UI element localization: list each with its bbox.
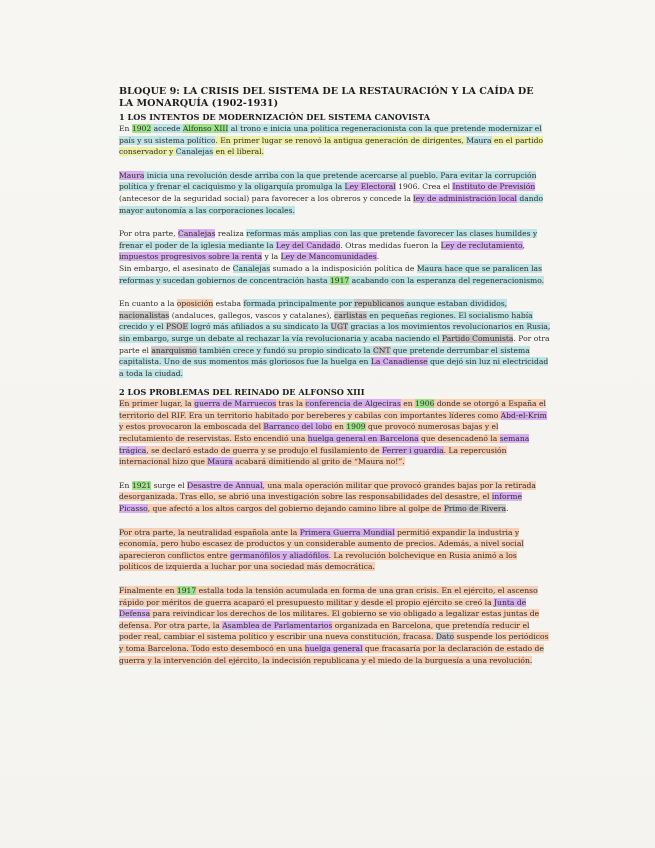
text-run: (antecesor de la seguridad social) para favorecer a los obreros y concede la	[119, 193, 414, 203]
highlighted-text: formada principalmente por	[243, 299, 355, 309]
highlighted-text: impuestos progresivos sobre la renta	[119, 252, 263, 262]
highlighted-text: Ley del Candado	[275, 240, 341, 250]
highlighted-text: que dejó sin luz ni electricidad a toda la ciudad.	[119, 357, 549, 378]
highlighted-text: acabando con la esperanza del regeneracionismo.	[349, 275, 545, 285]
highlighted-text: accede	[151, 124, 183, 133]
highlighted-text: donde se otorgó a España el territorio del RIF. Era un territorio habitado por bereberes y cabilas con importantes líderes como	[119, 399, 546, 420]
highlighted-text: Maura	[207, 457, 233, 467]
highlighted-text: estalla toda la tensión acumulada en forma de una gran crisis. En el ejército, el ascenso rápido por méritos de guerra acaparó el presupuesto militar y desde el propio ejército se creó la	[119, 586, 538, 607]
highlighted-text: dando mayor autonomía a las corporaciones locales.	[119, 193, 544, 215]
highlighted-text: en el partido conservador y	[119, 135, 544, 157]
highlighted-text: Maura	[119, 170, 145, 180]
highlighted-text: carlistas	[334, 310, 367, 320]
text-run: 1906. Crea el	[395, 182, 453, 192]
highlighted-text: organizada en Barcelona, que pretendía reducir el poder real, cambiar el sistema político y escribir una nueva constitución, fracasa.	[119, 620, 530, 642]
text-run: estaba	[213, 299, 244, 309]
paragraph	[119, 480, 551, 515]
paragraph	[119, 585, 551, 666]
highlighted-text: en	[332, 422, 347, 432]
page-title: BLOQUE 9: LA CRISIS DEL SISTEMA DE LA RESTAURACIÓN Y LA CAÍDA DE LA MONARQUÍA (1902-1931)	[119, 86, 534, 109]
highlighted-text: que fracasaría por la declaración de estado de guerra y la intervención del ejército, la indecisión republicana y el miedo de la burguesía a una revolución.	[119, 643, 544, 665]
highlighted-text: UGT	[330, 322, 349, 332]
highlighted-text: , que afectó a los altos cargos del gobierno dejando camino libre al golpe de	[147, 504, 444, 514]
paragraph	[119, 228, 551, 263]
section-2-heading: 2 LOS PROBLEMAS DEL REINADO DE ALFONSO XIII	[119, 387, 365, 398]
paragraph	[119, 123, 551, 158]
text-run: . Otras medidas fueron la	[340, 240, 441, 250]
highlighted-text: huelga general en Barcelona	[307, 434, 419, 444]
highlighted-text: hace que se paralicen las reformas y sucedan gobiernos de concentración hasta	[119, 263, 542, 285]
text-run: .	[506, 504, 509, 514]
highlighted-text: en pequeñas regiones. El socialismo había crecido y el	[119, 310, 533, 332]
paragraph	[119, 263, 551, 286]
highlighted-text: La Canadiense	[370, 357, 428, 367]
highlighted-text: germanófilos y aliadófilos	[230, 550, 329, 560]
paragraph	[119, 398, 551, 468]
highlighted-text: Alfonso XIII	[182, 124, 229, 133]
highlighted-text: permitió expandir la industria y economía, pero hubo escasez de productos y un considerable aumento de precios. Además, a nivel social aparecieron conflictos entre	[119, 527, 524, 560]
highlighted-text: republicanos	[354, 299, 405, 309]
highlighted-text: , se declaró estado de guerra y se produjo el fusilamiento de	[146, 445, 382, 455]
highlighted-text: Partido Comunista	[441, 333, 514, 343]
text-run: (andaluces, gallegos, vascos y catalanes),	[169, 310, 335, 320]
highlighted-text: En primer lugar, la	[119, 399, 195, 409]
highlighted-text: Instituto de Previsión	[452, 182, 536, 192]
text-run: Sin embargo, el asesinato de	[119, 263, 233, 273]
text-run: sumado a la indisposición política de	[270, 263, 417, 273]
text-run: En	[119, 480, 132, 490]
paragraph	[119, 527, 551, 573]
highlighted-text: Finalmente en	[119, 586, 177, 595]
highlighted-text: 1917	[176, 586, 197, 595]
highlighted-text: tras la	[276, 399, 306, 409]
document-body	[119, 86, 551, 666]
text-run: realiza	[215, 229, 247, 239]
highlighted-text: que desencadenó la	[418, 434, 500, 444]
highlighted-text: inicia una revolución desde arriba con la que pretende acercarse al pueblo.	[144, 170, 441, 180]
highlighted-text: ley de administración local	[413, 193, 517, 203]
highlighted-text: conferencia de Algeciras	[305, 399, 401, 409]
text-run: . Por otra parte el	[119, 333, 550, 355]
highlighted-text: 1902	[131, 124, 152, 133]
highlighted-text: Canalejas	[175, 147, 214, 157]
highlighted-text: Canalejas	[178, 229, 216, 239]
paragraph	[119, 170, 551, 216]
highlighted-text: PSOE	[165, 322, 189, 332]
highlighted-text: Ferrer i guardia	[381, 445, 444, 455]
highlighted-text: . En primer lugar se renovó la antigua generación de dirigentes,	[215, 135, 467, 145]
highlighted-text: que provocó numerosas bajas y el reclutamiento de reservistas. Esto encendió una	[119, 422, 499, 444]
highlighted-text: 1909	[346, 422, 366, 432]
highlighted-text: Maura	[466, 135, 492, 145]
highlighted-text: semana trágica	[119, 434, 530, 455]
highlighted-text: Ley de Mancomunidades	[280, 252, 377, 262]
paragraph	[119, 298, 551, 379]
highlighted-text: reformas más amplias con las que pretende favorecer las clases humildes y frenar el poder de la iglesia mediante la	[119, 229, 538, 250]
highlighted-text: Primera Guerra Mundial	[299, 527, 395, 537]
highlighted-text: Desastre de Annual	[187, 480, 263, 490]
highlighted-text: también crece y fundó su propio sindicato la	[196, 345, 373, 355]
highlighted-text: Maura	[416, 263, 443, 273]
text-run: Por otra parte,	[119, 229, 179, 239]
highlighted-text: nacionalistas	[119, 310, 170, 320]
highlighted-text: y estos provocaron la emboscada del	[119, 422, 264, 432]
highlighted-text: 1917	[329, 275, 350, 285]
highlighted-text: oposición	[176, 299, 214, 309]
highlighted-text: Ley de reclutamiento	[440, 240, 523, 250]
highlighted-text: Por otra parte, la neutralidad española ante la	[119, 527, 300, 537]
highlighted-text: , una mala operación militar que provocó grandes bajas por la retirada desorganizada. Tras ello, se abrió una investigación sobre las responsabilidades del desastre, el	[119, 480, 536, 502]
highlighted-text: 1906	[415, 399, 435, 409]
highlighted-text: suspende los periódicos y toma Barcelona. Todo esto desembocó en una	[119, 632, 549, 653]
text-run: .	[376, 252, 380, 262]
highlighted-text: Junta de Defensa	[119, 597, 527, 619]
highlighted-text: gracias a los movimientos revolucionarios en Rusia, sin embargo, surge un debate al rechazar la vía revolucionaria y acaba naciendo el	[119, 322, 551, 343]
highlighted-text: Canalejas	[232, 263, 271, 273]
highlighted-text: Dato	[435, 632, 455, 642]
highlighted-text: Barranco del lobo	[263, 422, 333, 432]
highlighted-text: Abd-el-Krim	[500, 410, 547, 420]
highlighted-text: logró más afiliados a su sindicato la	[188, 322, 331, 332]
highlighted-text: al trono e inicia una política regeneracionista con la que	[228, 124, 451, 133]
highlighted-text: 1921	[131, 480, 152, 490]
highlighted-text: para reivindicar los derechos de los militares. El gobierno se vio obligado a legalizar estas juntas de defensa. Por otra parte, la	[119, 609, 540, 630]
highlighted-text: informe Picasso	[119, 492, 522, 514]
text-run: y la	[262, 252, 281, 262]
highlighted-text: Ley Electoral	[344, 182, 396, 192]
text-run: surge el	[151, 480, 188, 490]
highlighted-text: Primo de Rivera	[443, 504, 507, 514]
highlighted-text: pretende modernizar el país y su sistema político	[119, 124, 542, 145]
highlighted-text: . La repercusión internacional hizo que	[119, 445, 507, 467]
highlighted-text: anarquismo	[151, 345, 197, 355]
highlighted-text: huelga general	[304, 643, 363, 653]
highlighted-text: . La revolución bolchevique en Rusia animó a los políticos de izquierda a luchar por una sociedad más democrática.	[119, 550, 517, 572]
highlighted-text: acabará dimitiendo al grito de “Maura no!”.	[232, 457, 405, 467]
section-1-heading: 1 LOS INTENTOS DE MODERNIZACIÓN DEL SISTEMA CANOVISTA	[119, 112, 430, 122]
highlighted-text: en	[400, 399, 416, 409]
highlighted-text: en el liberal.	[213, 147, 264, 157]
text-run: ,	[522, 240, 525, 250]
highlighted-text: CNT	[372, 345, 391, 355]
text-run: En	[119, 124, 132, 133]
highlighted-text: aunque estaban divididos,	[404, 299, 508, 309]
text-run: En cuanto a la	[119, 299, 177, 309]
highlighted-text: Asamblea de Parlamentarios	[222, 620, 333, 630]
highlighted-text: guerra de Marruecos	[194, 399, 277, 409]
highlighted-text: que pretende derrumbar el sistema capitalista. Uno de sus momentos más gloriosos fue la huelga en	[119, 345, 530, 367]
highlighted-text: Para evitar la corrupción política y frenar el caciquismo y la oligarquía promulga la	[119, 170, 537, 192]
